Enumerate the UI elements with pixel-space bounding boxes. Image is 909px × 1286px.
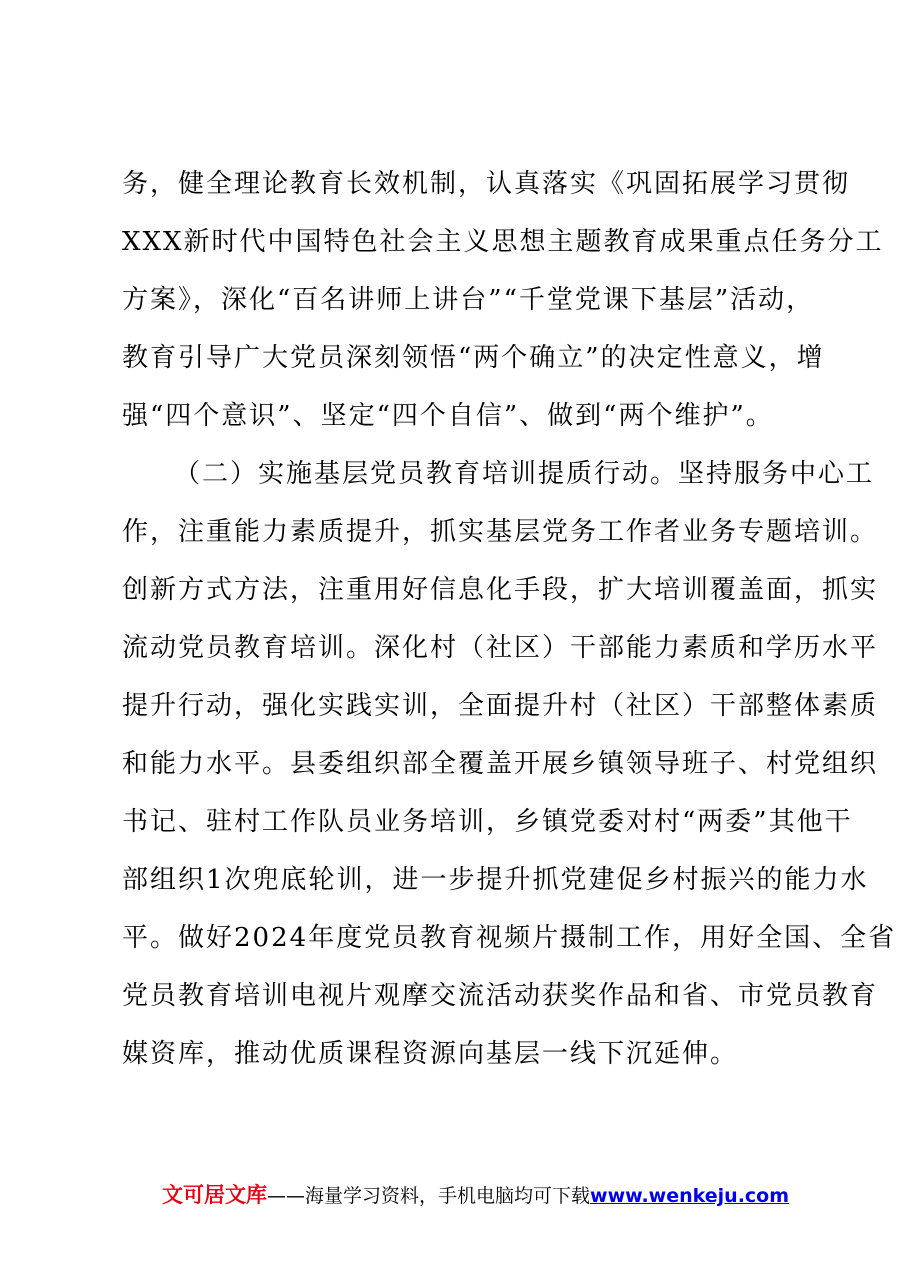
text-line: 和能力水平。县委组织部全覆盖开展乡镇领导班子、村党组织 <box>122 749 879 779</box>
text-line: 方案》，深化“百名讲师上讲台”“千堂党课下基层”活动， <box>122 285 815 315</box>
text-line: 强“四个意识”、坚定“四个自信”、做到“两个维护”。 <box>122 401 774 431</box>
text-line: 教育引导广大党员深刻领悟“两个确立”的决定性意义，增 <box>122 343 825 373</box>
footer-banner <box>162 1180 789 1210</box>
text-line: 提升行动，强化实践实训，全面提升村（社区）干部整体素质 <box>122 691 879 721</box>
footer-slogan: ——海量学习资料，手机电脑均可下载 <box>267 1185 591 1207</box>
footer-site-link[interactable]: www.wenkeju.com <box>590 1185 790 1207</box>
section-heading-line: （二）实施基层党员教育培训提质行动。坚持服务中心工 <box>174 459 875 489</box>
text-line: 媒资库，推动优质课程资源向基层一线下沉延伸。 <box>122 1039 739 1069</box>
text-line: 务，健全理论教育长效机制，认真落实《巩固拓展学习贯彻 <box>122 169 851 199</box>
text-line: 流动党员教育培训。深化村（社区）干部能力素质和学历水平 <box>122 633 879 663</box>
footer-brand: 文可居文库 <box>162 1183 267 1207</box>
text-line: 创新方式方法，注重用好信息化手段，扩大培训覆盖面，抓实 <box>122 575 879 605</box>
text-line: 平。做好2024年度党员教育视频片摄制工作，用好全国、全省 <box>122 923 897 953</box>
text-line: 部组织1次兜底轮训，进一步提升抓党建促乡村振兴的能力水 <box>122 865 869 895</box>
text-line: XXX新时代中国特色社会主义思想主题教育成果重点任务分工 <box>122 227 884 257</box>
text-line: 党员教育培训电视片观摩交流活动获奖作品和省、市党员教育 <box>122 981 879 1011</box>
text-line: 作，注重能力素质提升，抓实基层党务工作者业务专题培训。 <box>122 517 879 547</box>
text-line: 书记、驻村工作队员业务培训，乡镇党委对村“两委”其他干 <box>122 807 853 837</box>
